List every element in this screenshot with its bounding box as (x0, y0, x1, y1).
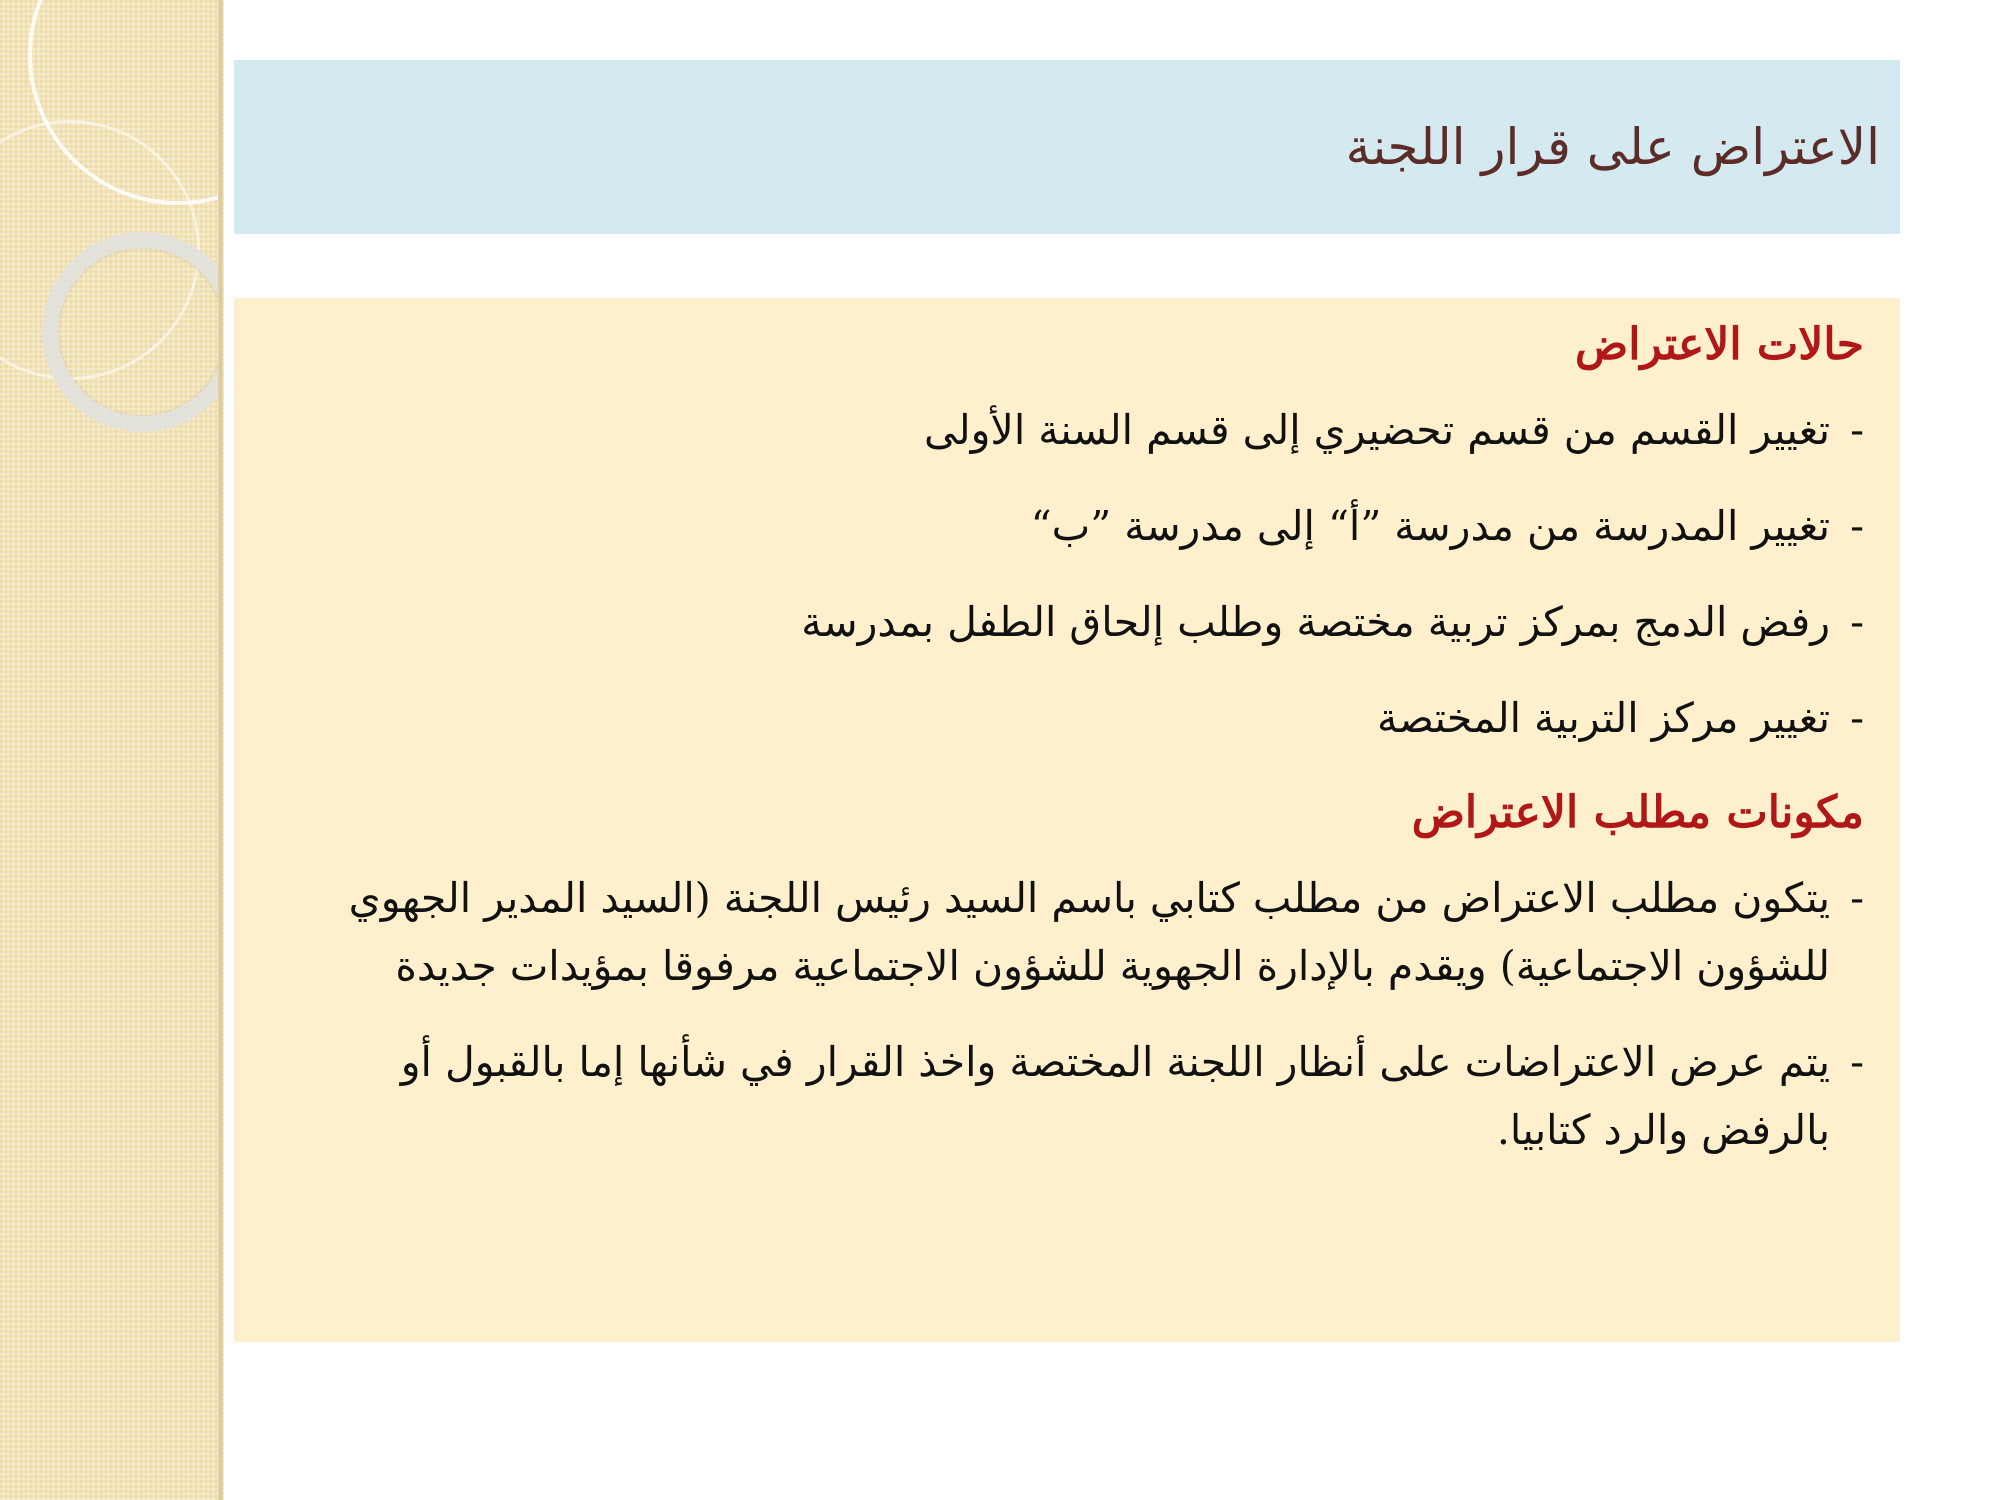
decorative-ring (42, 232, 222, 432)
list-item-text: يتم عرض الاعتراضات على أنظار اللجنة المختصة واخذ القرار في شأنها إما بالقبول أو بالرفض والرد كتابيا. (400, 1038, 1830, 1154)
list-item-text: تغيير القسم من قسم تحضيري إلى قسم السنة الأولى (923, 406, 1830, 454)
bullet-dash: - (1850, 598, 1864, 646)
content-panel (234, 298, 1900, 1342)
section-heading-objection-cases: حالات الاعتراض (1575, 319, 1864, 370)
section-heading-objection-components: مكونات مطلب الاعتراض (1411, 787, 1864, 838)
list-item (274, 588, 1864, 656)
objection-cases-list (274, 396, 1864, 752)
title-bar (234, 60, 1900, 234)
list-item-text: يتكون مطلب الاعتراض من مطلب كتابي باسم السيد رئيس اللجنة (السيد المدير الجهوي للشؤون الاجتماعية) ويقدم بالإدارة الجهوية للشؤون الاجتماعية مرفوقا بمؤيدات جديدة (348, 874, 1830, 990)
bullet-dash: - (1850, 694, 1864, 742)
bullet-dash: - (1850, 874, 1864, 922)
decorative-sidebar (0, 0, 222, 1500)
bullet-dash: - (1850, 406, 1864, 454)
list-item-text: رفض الدمج بمركز تربية مختصة وطلب إلحاق الطفل بمدرسة (801, 598, 1830, 646)
list-item (274, 492, 1864, 560)
list-item (274, 684, 1864, 752)
objection-components-list (274, 864, 1864, 1164)
list-item-text: تغيير مركز التربية المختصة (1377, 694, 1830, 742)
list-item (274, 864, 1864, 1000)
list-item (274, 396, 1864, 464)
list-item (274, 1028, 1864, 1164)
list-item-text: تغيير المدرسة من مدرسة ”أ“ إلى مدرسة ”ب“ (1030, 502, 1830, 550)
sidebar-edge (218, 0, 224, 1500)
bullet-dash: - (1850, 502, 1864, 550)
slide-title: الاعتراض على قرار اللجنة (1345, 118, 1880, 176)
bullet-dash: - (1850, 1038, 1864, 1086)
